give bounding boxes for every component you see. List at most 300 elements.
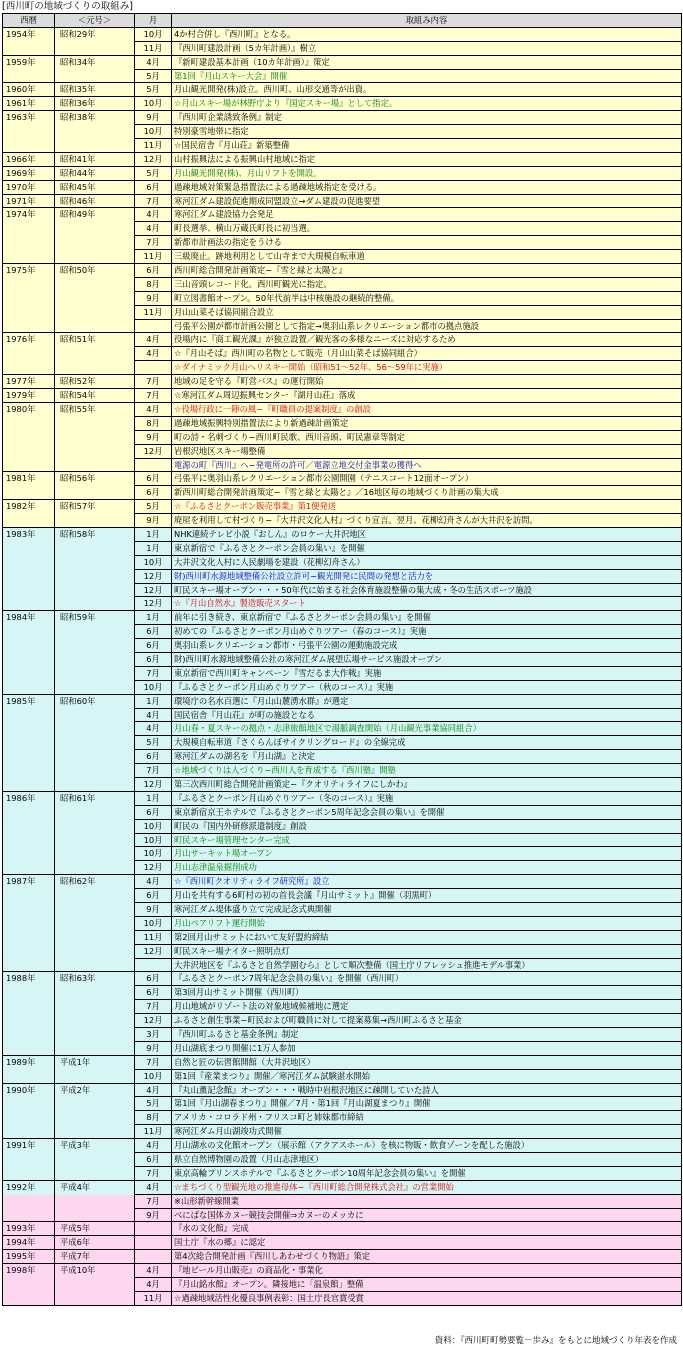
year-cell — [3, 945, 55, 959]
table-row — [3, 903, 682, 917]
table-row — [3, 834, 682, 848]
era-cell — [55, 445, 135, 459]
era-cell — [55, 597, 135, 611]
content-cell: 弓張平に奥羽山系レクリエーション都市公園開園（テニスコート12面オープン） — [172, 472, 682, 486]
year-cell — [3, 570, 55, 584]
content-cell: 新都市計画法の指定をうける — [172, 236, 682, 250]
era-cell — [55, 903, 135, 917]
table-row — [3, 1264, 682, 1278]
table-row — [3, 195, 682, 209]
year-cell — [3, 70, 55, 84]
content-cell: 町立図書館オープン。50年代前半は中核施設の継続的整備。 — [172, 292, 682, 306]
era-cell: 昭和38年 — [55, 111, 135, 125]
year-cell: 1987年 — [3, 875, 55, 889]
month-cell: 11月 — [135, 42, 172, 56]
month-cell: 6月 — [135, 181, 172, 195]
year-cell — [3, 320, 55, 334]
month-cell: 4月 — [135, 222, 172, 236]
year-cell: 1976年 — [3, 333, 55, 347]
era-cell: 昭和55年 — [55, 403, 135, 417]
year-cell — [3, 764, 55, 778]
month-cell: 4月 — [135, 347, 172, 361]
content-cell: 月山観光開発(株)設立。西川町、山形交通等が出資。 — [172, 83, 682, 97]
era-cell: 昭和44年 — [55, 167, 135, 181]
content-cell: 新西川町総合開発計画策定−『雪と緑と太陽と』／16地区毎の地域づくり計画の集大成 — [172, 486, 682, 500]
era-cell — [55, 584, 135, 598]
month-cell — [135, 459, 172, 473]
content-cell: 初めての『ふるさとクーポン月山めぐりツアー（春のコース）』実施 — [172, 625, 682, 639]
content-cell: 寒河江ダムの湖名を『月山湖』と決定 — [172, 750, 682, 764]
year-cell: 1979年 — [3, 389, 55, 403]
content-cell: 前年に引き続き、東京新宿で『ふるさとクーポン会員の集い』を開催 — [172, 611, 682, 625]
table-row — [3, 97, 682, 111]
content-cell: 月山湖底まつり開催に1万人参加 — [172, 1042, 682, 1056]
content-cell: 『月山銘水館』オープン。隣接地に「温泉館」整備 — [172, 1278, 682, 1292]
year-cell: 1992年 — [3, 1181, 55, 1195]
content-cell: 国民宿舎『月山荘』が町の施設となる — [172, 709, 682, 723]
month-cell: 3月 — [135, 1028, 172, 1042]
era-cell — [55, 139, 135, 153]
content-cell: 月山志津温泉掘削成功 — [172, 861, 682, 875]
table-row — [3, 306, 682, 320]
table-row — [3, 778, 682, 792]
era-cell — [55, 459, 135, 473]
content-cell: 『地ビール月山販売』の商品化・事業化 — [172, 1264, 682, 1278]
year-cell — [3, 820, 55, 834]
era-cell — [55, 1278, 135, 1292]
table-row — [3, 556, 682, 570]
year-cell — [3, 1209, 55, 1223]
month-cell: 8月 — [135, 278, 172, 292]
month-cell: 7月 — [135, 195, 172, 209]
content-cell: 4か村合併し『西川町』となる。 — [172, 28, 682, 42]
year-cell: 1977年 — [3, 375, 55, 389]
content-cell: 奥羽山系レクリエーション都市・弓張平公園の運動施設完成 — [172, 639, 682, 653]
era-cell: 昭和62年 — [55, 875, 135, 889]
era-cell: 昭和58年 — [55, 528, 135, 542]
era-cell: 昭和34年 — [55, 56, 135, 70]
month-cell: 7月 — [135, 667, 172, 681]
era-cell — [55, 1111, 135, 1125]
month-cell: 9月 — [135, 292, 172, 306]
content-cell: 町民の『国内外研修派遣制度』創設 — [172, 820, 682, 834]
year-cell — [3, 861, 55, 875]
year-cell — [3, 625, 55, 639]
year-cell: 1995年 — [3, 1250, 55, 1264]
month-cell: 5月 — [135, 70, 172, 84]
month-cell — [135, 959, 172, 973]
content-cell: 国土庁『水の郷』に認定 — [172, 1236, 682, 1250]
content-cell: 電源の町『西川』へ−発電所の許可／電源立地交付金事業の獲得へ — [172, 459, 682, 473]
era-cell: 平成7年 — [55, 1250, 135, 1264]
table-row — [3, 167, 682, 181]
era-cell: 平成3年 — [55, 1139, 135, 1153]
month-cell: 1月 — [135, 792, 172, 806]
month-cell: 8月 — [135, 417, 172, 431]
era-cell: 平成4年 — [55, 1181, 135, 1195]
year-cell: 1986年 — [3, 792, 55, 806]
table-row — [3, 1097, 682, 1111]
table-row — [3, 695, 682, 709]
month-cell: 6月 — [135, 653, 172, 667]
content-cell: 岩根沢地区スキー場整備 — [172, 445, 682, 459]
era-cell: 昭和49年 — [55, 208, 135, 222]
month-cell: 10月 — [135, 820, 172, 834]
content-cell: ☆国民宿舎『月山荘』新築整備 — [172, 139, 682, 153]
era-cell — [55, 1000, 135, 1014]
month-cell: 11月 — [135, 250, 172, 264]
table-row — [3, 861, 682, 875]
year-cell — [3, 889, 55, 903]
year-cell — [3, 750, 55, 764]
month-cell: 11月 — [135, 139, 172, 153]
content-cell: 東京新宿で西川町キャンペーン『雪だるま大作戦』実施 — [172, 667, 682, 681]
content-cell: 『西川町建設計画（5カ年計画）』樹立 — [172, 42, 682, 56]
table-row — [3, 292, 682, 306]
content-cell: NHK連続テレビ小説『おしん』のロケー大井沢地区 — [172, 528, 682, 542]
table-row — [3, 709, 682, 723]
era-cell — [55, 292, 135, 306]
table-row — [3, 333, 682, 347]
content-cell: ☆月山スキー場が林野庁より『国定スキー場』として指定。 — [172, 97, 682, 111]
era-cell: 平成5年 — [55, 1222, 135, 1236]
content-cell: 弓張平公園が都市計画公園として指定→奥羽山系レクリエーション都市の拠点施設 — [172, 320, 682, 334]
year-cell: 1988年 — [3, 972, 55, 986]
year-cell: 1998年 — [3, 1264, 55, 1278]
content-cell: ☆ダイナミック月山ヘリスキー開始（昭和51〜52年、56〜59年に実施） — [172, 361, 682, 375]
era-cell — [55, 361, 135, 375]
table-row — [3, 445, 682, 459]
year-cell — [3, 514, 55, 528]
month-cell: 7月 — [135, 764, 172, 778]
content-cell: 寒河江ダム建設促進期成同盟設立→ダム建設の促進要望 — [172, 195, 682, 209]
content-cell: 財)西川町水源地域整備公社設立許可−観光開発に民間の発想と活力を — [172, 570, 682, 584]
table-row — [3, 1028, 682, 1042]
year-cell — [3, 722, 55, 736]
content-cell: 月山サーキット場オープン — [172, 847, 682, 861]
era-cell — [55, 709, 135, 723]
era-cell: 昭和46年 — [55, 195, 135, 209]
year-cell — [3, 361, 55, 375]
era-cell — [55, 125, 135, 139]
year-cell — [3, 1125, 55, 1139]
month-cell: 9月 — [135, 903, 172, 917]
content-cell: 第1回『月山スキー大会』開催 — [172, 70, 682, 84]
era-cell — [55, 722, 135, 736]
header-month: 月 — [135, 14, 172, 28]
year-cell: 1954年 — [3, 28, 55, 42]
content-cell: 県立自然博物園の設置（月山志津地区） — [172, 1153, 682, 1167]
year-cell — [3, 486, 55, 500]
table-row — [3, 208, 682, 222]
year-cell — [3, 236, 55, 250]
table-row — [3, 986, 682, 1000]
content-cell: 第4次総合開発計画『西川しあわせづくり物語』策定 — [172, 1250, 682, 1264]
month-cell: 10月 — [135, 556, 172, 570]
content-cell: 山村振興法による振興山村地域に指定 — [172, 153, 682, 167]
year-cell: 1961年 — [3, 97, 55, 111]
table-row — [3, 542, 682, 556]
table-row — [3, 931, 682, 945]
era-cell: 昭和52年 — [55, 375, 135, 389]
month-cell: 10月 — [135, 834, 172, 848]
year-cell: 1991年 — [3, 1139, 55, 1153]
month-cell: 10月 — [135, 1070, 172, 1084]
year-cell: 1966年 — [3, 153, 55, 167]
era-cell — [55, 778, 135, 792]
month-cell: 6月 — [135, 639, 172, 653]
table-row — [3, 570, 682, 584]
era-cell — [55, 1097, 135, 1111]
year-cell — [3, 847, 55, 861]
era-cell — [55, 1209, 135, 1223]
month-cell: 7月 — [135, 1167, 172, 1181]
content-cell: ☆役場行政に一陣の風−『町職員の提案制度』の創設 — [172, 403, 682, 417]
month-cell: 4月 — [135, 722, 172, 736]
month-cell: 9月 — [135, 111, 172, 125]
content-cell: 財)西川町水源地域整備公社の寒河江ダム展望広場サービス施設オープン — [172, 653, 682, 667]
table-row — [3, 1084, 682, 1098]
content-cell: 廃屋を利用して村づくり−『大井沢文化人村』づくり宣言。翌月、花柳幻舟さんが大井沢を訪問。 — [172, 514, 682, 528]
month-cell — [135, 1236, 172, 1250]
content-cell: 寒河江ダム建設協力会発足 — [172, 208, 682, 222]
content-cell: 月山春・夏スキーの拠点・志津旅館地区で湯脈調査開始（月山観光事業協同組合） — [172, 722, 682, 736]
content-cell: 第2回月山サミットにおいて友好盟約締結 — [172, 931, 682, 945]
era-cell — [55, 750, 135, 764]
content-cell: 寒河江ダム月山湖竣功式開催 — [172, 1125, 682, 1139]
month-cell: 4月 — [135, 1139, 172, 1153]
era-cell — [55, 347, 135, 361]
month-cell: 7月 — [135, 1056, 172, 1070]
table-row — [3, 820, 682, 834]
year-cell — [3, 556, 55, 570]
era-cell — [55, 653, 135, 667]
year-cell — [3, 431, 55, 445]
era-cell — [55, 236, 135, 250]
table-row — [3, 375, 682, 389]
month-cell: 10月 — [135, 28, 172, 42]
era-cell — [55, 1028, 135, 1042]
table-row — [3, 250, 682, 264]
table-row — [3, 125, 682, 139]
content-cell: 月山地域がリゾート法の対象地域候補地に選定 — [172, 1000, 682, 1014]
content-cell: 過疎地域振興特別措置法により新過疎計画策定 — [172, 417, 682, 431]
content-cell: 東京高輪プリンスホテルで『ふるさとクーポン10周年記念会員の集い』を開催 — [172, 1167, 682, 1181]
month-cell: 9月 — [135, 1042, 172, 1056]
month-cell: 12月 — [135, 445, 172, 459]
year-cell: 1994年 — [3, 1236, 55, 1250]
month-cell: 6月 — [135, 750, 172, 764]
month-cell: 9月 — [135, 1209, 172, 1223]
era-cell — [55, 417, 135, 431]
content-cell: ☆『西川町クオリティライフ研究所』設立 — [172, 875, 682, 889]
year-cell: 1975年 — [3, 264, 55, 278]
year-cell — [3, 1097, 55, 1111]
month-cell: 6月 — [135, 972, 172, 986]
era-cell — [55, 306, 135, 320]
table-row — [3, 111, 682, 125]
month-cell: 4月 — [135, 403, 172, 417]
year-cell: 1971年 — [3, 195, 55, 209]
era-cell — [55, 931, 135, 945]
era-cell — [55, 431, 135, 445]
year-cell — [3, 597, 55, 611]
era-cell — [55, 542, 135, 556]
year-cell — [3, 986, 55, 1000]
table-row — [3, 611, 682, 625]
month-cell: 7月 — [135, 389, 172, 403]
table-row — [3, 1042, 682, 1056]
table-row — [3, 28, 682, 42]
year-cell — [3, 292, 55, 306]
era-cell — [55, 764, 135, 778]
year-cell — [3, 1278, 55, 1292]
month-cell: 6月 — [135, 472, 172, 486]
year-cell — [3, 959, 55, 973]
year-cell — [3, 917, 55, 931]
year-cell: 1984年 — [3, 611, 55, 625]
era-cell: 昭和29年 — [55, 28, 135, 42]
content-cell: 第1回『月山湖春まつり』開催／7月・第1回『月山湖夏まつり』開催 — [172, 1097, 682, 1111]
year-cell — [3, 584, 55, 598]
year-cell — [3, 1028, 55, 1042]
content-cell: 自然と匠の伝習館開館（大井沢地区） — [172, 1056, 682, 1070]
content-cell: 役場内に『商工観光課』が独立設置／観光客の多様なニーズに対応するため — [172, 333, 682, 347]
year-cell — [3, 709, 55, 723]
era-cell: 昭和59年 — [55, 611, 135, 625]
table-row — [3, 417, 682, 431]
content-cell: アメリカ・コロラド州・フリスコ町と姉妹都市締結 — [172, 1111, 682, 1125]
era-cell: 昭和63年 — [55, 972, 135, 986]
content-cell: 月山観光開発(株)、月山リフトを開設。 — [172, 167, 682, 181]
year-cell — [3, 445, 55, 459]
month-cell: 4月 — [135, 875, 172, 889]
month-cell: 10月 — [135, 917, 172, 931]
content-cell: 町の詩・名刺づくり−西川町民歌、西川音頭、町民憲章等制定 — [172, 431, 682, 445]
month-cell — [135, 1222, 172, 1236]
month-cell: 6月 — [135, 889, 172, 903]
table-row — [3, 750, 682, 764]
month-cell: 4月 — [135, 208, 172, 222]
table-row — [3, 959, 682, 973]
month-cell: 6月 — [135, 486, 172, 500]
table-row — [3, 972, 682, 986]
table-row — [3, 722, 682, 736]
content-cell: ☆『月山そば』西川町の名物として販売（月山山菜そば協同組合） — [172, 347, 682, 361]
content-cell: ☆過疎地域活性化優良事例表彰：国土庁長官賞受賞 — [172, 1292, 682, 1306]
month-cell: 5月 — [135, 167, 172, 181]
year-cell — [3, 1111, 55, 1125]
year-cell — [3, 417, 55, 431]
table-row — [3, 500, 682, 514]
month-cell: 12月 — [135, 945, 172, 959]
month-cell: 1月 — [135, 611, 172, 625]
content-cell: 『ふるさとクーポン7周年記念会員の集い』を開催（西川町） — [172, 972, 682, 986]
table-row — [3, 1278, 682, 1292]
content-cell: 月山ペアリフト運行開始 — [172, 917, 682, 931]
table-row — [3, 653, 682, 667]
table-header-row — [3, 14, 682, 28]
month-cell — [135, 361, 172, 375]
source-note: 資料：『西川町町勢要覧－歩み』をもとに地域づくり年表を作成 — [434, 1336, 677, 1346]
table-row — [3, 597, 682, 611]
year-cell: 1982年 — [3, 500, 55, 514]
content-cell: 環境庁の名水百選に『月山山麓湧水群』が選定 — [172, 695, 682, 709]
content-cell: 東京新宿京王ホテルで『ふるさとクーポン5周年記念会員の集い』を開催 — [172, 806, 682, 820]
content-cell: 寒河江ダム堤体盛り立て完成記念式典開催 — [172, 903, 682, 917]
month-cell: 1月 — [135, 528, 172, 542]
month-cell: 5月 — [135, 1097, 172, 1111]
table-row — [3, 278, 682, 292]
table-row — [3, 403, 682, 417]
table-row — [3, 667, 682, 681]
content-cell: 『丸山薫記念館』オープン・・・戦時中岩根沢地区に疎開していた詩人 — [172, 1084, 682, 1098]
table-row — [3, 431, 682, 445]
year-cell: 1990年 — [3, 1084, 55, 1098]
table-row — [3, 1111, 682, 1125]
month-cell: 5月 — [135, 736, 172, 750]
era-cell — [55, 917, 135, 931]
era-cell: 昭和60年 — [55, 695, 135, 709]
year-cell — [3, 778, 55, 792]
content-cell: 大井沢文化人村に人民劇場を建設（花柳幻舟さん） — [172, 556, 682, 570]
year-cell — [3, 1014, 55, 1028]
era-cell — [55, 320, 135, 334]
content-cell: 町民スキー場管理センター完成 — [172, 834, 682, 848]
table-row — [3, 1236, 682, 1250]
era-cell: 平成10年 — [55, 1264, 135, 1278]
year-cell: 1969年 — [3, 167, 55, 181]
era-cell — [55, 639, 135, 653]
content-cell: ※山形新幹線開業 — [172, 1195, 682, 1209]
table-row — [3, 389, 682, 403]
table-row — [3, 584, 682, 598]
month-cell: 7月 — [135, 1195, 172, 1209]
content-cell: 三山音頭レコード化。西川町観光に指定。 — [172, 278, 682, 292]
content-cell: 町民スキー場オープン・・・50年代に始まる社会体育施設整備の集大成・冬の生活スポーツ施設 — [172, 584, 682, 598]
table-row — [3, 1181, 682, 1195]
year-cell — [3, 1195, 55, 1209]
year-cell — [3, 250, 55, 264]
content-cell: 月山を共有する6町村の初の首長会議『月山サミット』開催（羽黒町） — [172, 889, 682, 903]
table-row — [3, 1014, 682, 1028]
era-cell: 昭和41年 — [55, 153, 135, 167]
table-row — [3, 1292, 682, 1306]
table-row — [3, 736, 682, 750]
month-cell: 6月 — [135, 264, 172, 278]
table-row — [3, 945, 682, 959]
content-cell: ☆寒河江ダム周辺振興センター『湖月山荘』落成 — [172, 389, 682, 403]
era-cell — [55, 486, 135, 500]
era-cell — [55, 1195, 135, 1209]
month-cell: 10月 — [135, 125, 172, 139]
table-row — [3, 639, 682, 653]
table-row — [3, 70, 682, 84]
month-cell: 12月 — [135, 584, 172, 598]
content-cell: 第三次西川町総合開発計画策定−『クオリティライフにしかわ』 — [172, 778, 682, 792]
table-row — [3, 320, 682, 334]
month-cell: 10月 — [135, 681, 172, 695]
month-cell: 12月 — [135, 861, 172, 875]
table-row — [3, 181, 682, 195]
era-cell — [55, 250, 135, 264]
table-row — [3, 792, 682, 806]
content-cell: 大井沢地区を『ふるさと自然学園むら』として順次整備（国土庁リフレッシュ推進モデル事業） — [172, 959, 682, 973]
year-cell: 1970年 — [3, 181, 55, 195]
era-cell: 昭和50年 — [55, 264, 135, 278]
table-row — [3, 222, 682, 236]
era-cell: 昭和45年 — [55, 181, 135, 195]
